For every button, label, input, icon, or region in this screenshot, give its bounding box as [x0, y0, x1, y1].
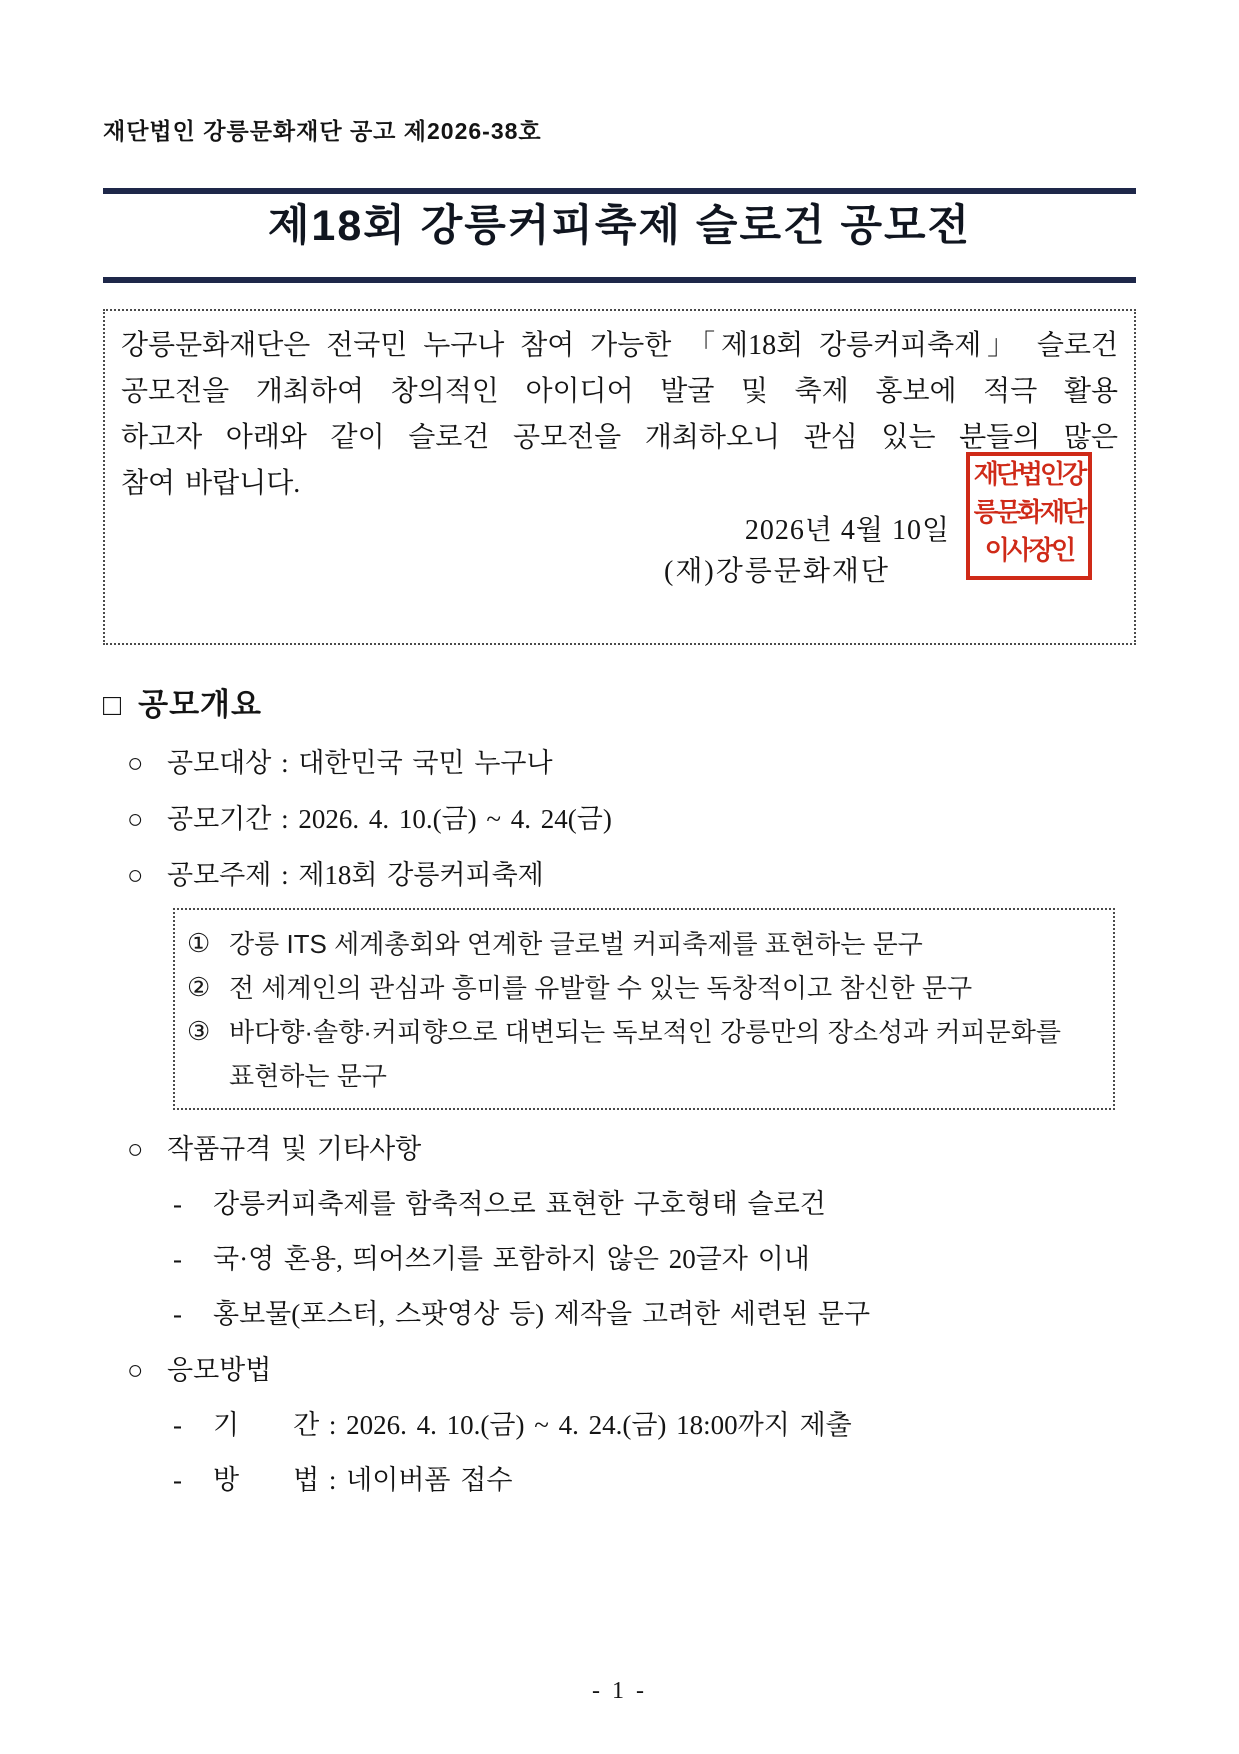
theme-item	[187, 1010, 1101, 1098]
seal-text-row: 릉문화재단	[973, 498, 1085, 527]
announcement-date: 2026년 4월 10일	[744, 515, 950, 546]
title-rule-bottom	[103, 277, 1136, 283]
circle-bullet-icon: ○	[127, 1134, 144, 1164]
list-subitem	[173, 1408, 1136, 1442]
list-item-text: 작품규격 및 기타사항	[167, 1134, 422, 1164]
list-item-spec-heading	[127, 1132, 1136, 1166]
circled-number-icon: ②	[187, 973, 211, 1002]
circle-bullet-icon: ○	[127, 860, 144, 890]
theme-item	[187, 966, 1101, 1010]
list-subitem-text: 기 간 : 2026. 4. 10.(금) ~ 4. 24.(금) 18:00까지 제출	[213, 1410, 852, 1440]
list-subitem-text: 홍보물(포스터, 스팟영상 등) 제작을 고려한 세련된 문구	[213, 1299, 871, 1329]
list-item-theme	[127, 858, 1136, 892]
square-bullet-icon: □	[103, 689, 123, 722]
list-subitem	[173, 1297, 1136, 1331]
section-heading-label: 공모개요	[138, 687, 262, 722]
theme-criteria-box	[173, 908, 1115, 1110]
theme-item-text: 전 세계인의 관심과 흥미를 유발할 수 있는 독창적이고 참신한 문구	[229, 973, 973, 1003]
theme-item-line: 표현하는 문구	[229, 1061, 387, 1091]
circled-number-icon: ③	[187, 1017, 211, 1046]
intro-paragraph-line: 참여 바랍니다.	[121, 468, 301, 499]
intro-paragraph-line: 강릉문화재단은 전국민 누구나 참여 가능한 「제18회 강릉커피축제」 슬로건	[121, 330, 1118, 361]
title-rule-top	[103, 188, 1136, 194]
intro-paragraph-line: 하고자 아래와 같이 슬로건 공모전을 개최하오니 관심 있는 분들의 많은	[121, 422, 1118, 453]
list-subitem	[173, 1242, 1136, 1276]
list-subitem-text: 국·영 혼용, 띄어쓰기를 포함하지 않은 20글자 이내	[213, 1244, 810, 1274]
dash-bullet-icon: -	[173, 1465, 182, 1495]
list-subitem	[173, 1187, 1136, 1221]
circle-bullet-icon: ○	[127, 748, 144, 778]
section-heading-overview	[103, 687, 1136, 724]
theme-item-text: 강릉 ITS 세계총회와 연계한 글로벌 커피축제를 표현하는 문구	[229, 929, 923, 959]
list-item-text: 공모대상 : 대한민국 국민 누구나	[167, 748, 553, 778]
intro-box	[103, 309, 1136, 645]
intro-paragraph-line: 공모전을 개최하여 창의적인 아이디어 발굴 및 축제 홍보에 적극 활용	[121, 376, 1118, 407]
list-item-target	[127, 746, 1136, 780]
issuing-organization: (재)강릉문화재단	[664, 556, 890, 587]
list-subitem-text: 방 법 : 네이버폼 접수	[213, 1465, 513, 1495]
page-title: 제18회 강릉커피축제 슬로건 공모전	[267, 202, 972, 250]
list-item-text: 공모주제 : 제18회 강릉커피축제	[167, 860, 544, 890]
dash-bullet-icon: -	[173, 1410, 182, 1440]
dash-bullet-icon: -	[173, 1189, 182, 1219]
seal-text-row: 이사장인	[984, 536, 1074, 565]
theme-item-text	[229, 1010, 1061, 1098]
page-number: - 1 -	[592, 1678, 647, 1704]
list-item-text: 응모방법	[167, 1355, 272, 1385]
dash-bullet-icon: -	[173, 1244, 182, 1274]
list-subitem	[173, 1463, 1136, 1497]
list-subitem-text: 강릉커피축제를 함축적으로 표현한 구호형태 슬로건	[213, 1189, 826, 1219]
list-item-apply-heading	[127, 1353, 1136, 1387]
list-item-period	[127, 802, 1136, 836]
official-seal	[966, 452, 1092, 580]
circled-number-icon: ①	[187, 929, 211, 958]
notice-number: 재단법인 강릉문화재단 공고 제2026-38호	[103, 118, 542, 144]
circle-bullet-icon: ○	[127, 804, 144, 834]
theme-item	[187, 922, 1101, 966]
dash-bullet-icon: -	[173, 1299, 182, 1329]
circle-bullet-icon: ○	[127, 1355, 144, 1385]
list-item-text: 공모기간 : 2026. 4. 10.(금) ~ 4. 24(금)	[167, 804, 612, 834]
theme-item-line: 바다향·솔향·커피향으로 대변되는 독보적인 강릉만의 장소성과 커피문화를	[229, 1017, 1062, 1047]
seal-text-row: 재단법인강	[973, 460, 1085, 489]
